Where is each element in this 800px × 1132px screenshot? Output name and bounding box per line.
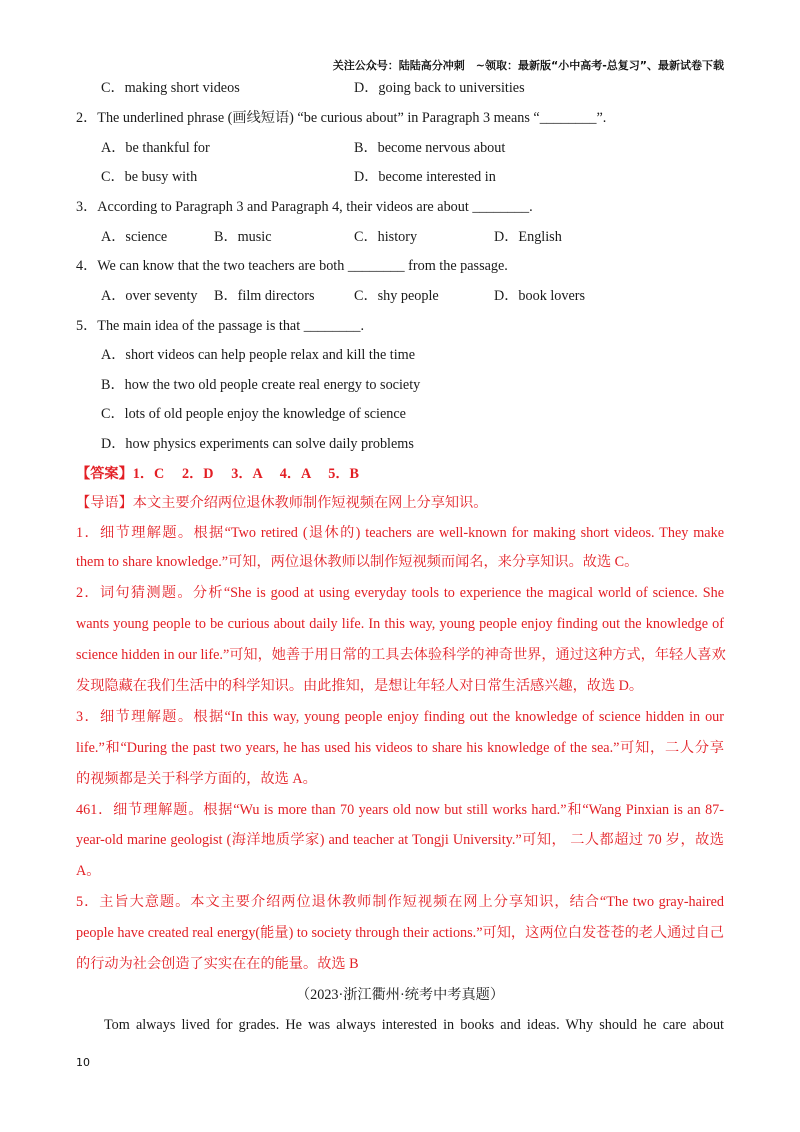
passage-first-line: Tom always lived for grades. He was always interested in books and ideas. Why should he care about — [104, 1017, 724, 1033]
explanation-2-line-4: 发现隐藏在我们生活中的科学知识。由此推知，是想让年轻人对日常生活感兴趣，故选 D。 — [76, 678, 644, 694]
q5-option-a: A．short videos can help people relax and kill the time — [101, 347, 416, 363]
explanation-1-line-2: them to share knowledge.”可知，两位退休教师以制作短视频而闻名，来分享知识。故选 C。 — [76, 554, 639, 570]
explanation-3-line-1: 3．细节理解题。根据“In this way, young people enjoy finding out the knowledge of science hidden in our — [76, 709, 724, 725]
explanation-2-line-3: science hidden in our life.”可知，她善于用日常的工具去体验科学的神奇世界，通过这种方式，年轻人喜欢 — [76, 647, 726, 663]
q4-option-d: D．book lovers — [494, 288, 586, 304]
q5-option-d: D．how physics experiments can solve daily problems — [101, 436, 414, 452]
q4-stem: 4．We can know that the two teachers are both ________ from the passage. — [76, 258, 508, 274]
q5-stem: 5．The main idea of the passage is that ________. — [76, 318, 365, 334]
q4-option-b: B．film directors — [214, 288, 315, 304]
q3-stem: 3．According to Paragraph 3 and Paragraph 4, their videos are about ________. — [76, 199, 533, 215]
explanation-5-line-2: people have created real energy(能量) to society through their actions.”可知，这两位白发苍苍的老人通过自己 — [76, 925, 724, 941]
q2-stem: 2．The underlined phrase (画线短语) “be curious about” in Paragraph 3 means “________”. — [76, 110, 607, 126]
q1-option-c: C．making short videos — [101, 80, 240, 96]
page-number: 10 — [76, 1056, 90, 1069]
q3-option-c: C．history — [354, 229, 418, 245]
page-header: 关注公众号：陆陆高分冲刺 ~领取：最新版“小中高考-总复习”、最新试卷下载 — [332, 59, 724, 72]
q3-option-d: D．English — [494, 229, 562, 245]
q4-option-a: A．over seventy — [101, 288, 198, 304]
q5-option-c: C．lots of old people enjoy the knowledge of science — [101, 406, 406, 422]
q2-option-a: A．be thankful for — [101, 140, 210, 156]
q4-option-c: C．shy people — [354, 288, 439, 304]
explanation-4-line-2: year-old marine geologist (海洋地质学家) and teacher at Tongji University.”可知， 二人都超过 70 岁，故选 — [76, 832, 724, 848]
explanation-5-line-3: 的行动为社会创造了实实在在的能量。故选 B — [76, 956, 359, 972]
answer-key: 【答案】1．C 2．D 3．A 4．A 5．B — [76, 466, 359, 482]
explanation-4-line-1: 461．细节理解题。根据“Wu is more than 70 years old now but still works hard.”和“Wang Pinxian is an 87- — [76, 802, 724, 818]
q3-option-a: A．science — [101, 229, 168, 245]
explanation-2-line-1: 2．词句猜测题。分析“She is good at using everyday tools to experience the magical world of science. She — [76, 585, 724, 601]
explanation-2-line-2: wants young people to be curious about daily life. In this way, young people enjoy finding out the knowledge of — [76, 616, 724, 632]
q1-option-d: D．going back to universities — [354, 80, 525, 96]
q2-option-d: D．become interested in — [354, 169, 496, 185]
explanation-3-line-3: 的视频都是关于科学方面的，故选 A。 — [76, 771, 317, 787]
section-source: （2023·浙江衢州·统考中考真题） — [295, 987, 505, 1003]
q3-option-b: B．music — [214, 229, 272, 245]
guide-intro: 【导语】本文主要介绍两位退休教师制作短视频在网上分享知识。 — [76, 495, 488, 511]
explanation-5-line-1: 5．主旨大意题。本文主要介绍两位退休教师制作短视频在网上分享知识，结合“The two gray-haired — [76, 894, 724, 910]
explanation-4-line-3: A。 — [76, 863, 101, 879]
explanation-3-line-2: life.”和“During the past two years, he has used his videos to share his knowledge of the sea.”可知，二人分享 — [76, 740, 724, 756]
q2-option-c: C．be busy with — [101, 169, 198, 185]
explanation-1-line-1: 1．细节理解题。根据“Two retired (退休的) teachers are well-known for making short videos. They make — [76, 525, 724, 541]
q2-option-b: B．become nervous about — [354, 140, 506, 156]
q5-option-b: B．how the two old people create real energy to society — [101, 377, 421, 393]
